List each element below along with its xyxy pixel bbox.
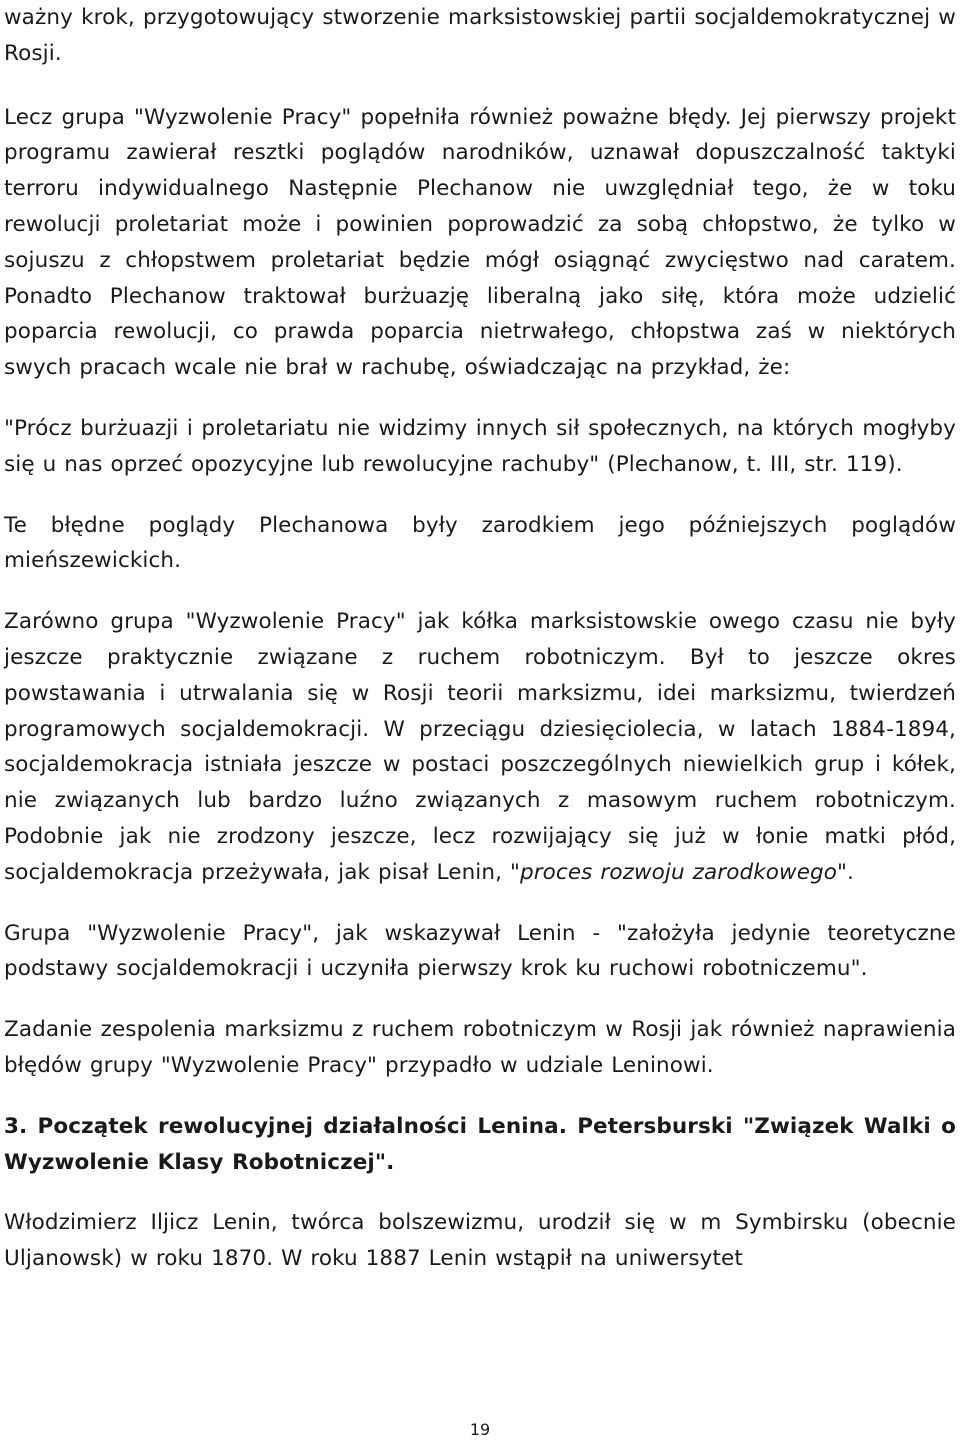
paragraph-quote: "Prócz burżuazji i proletariatu nie widzimy innych sił społecznych, na których mogłyby się u nas oprzeć opozycyjne lub rewolucyjne rachuby" (Plechanow, t. III, str. 119). — [4, 415, 956, 477]
document-page — [4, 0, 956, 1277]
paragraph-continuation: ważny krok, przygotowujący stworzenie marksistowskiej partii socjaldemokratycznej w Rosji. — [4, 5, 956, 66]
paragraph-lenin-bio: Włodzimierz Iljicz Lenin, twórca bolszewizmu, urodził się w m Symbirsku (obecnie Uljanowsk) w roku 1870. W roku 1887 Lenin wstąpił na uniwersytet — [4, 1210, 956, 1272]
paragraph-foundations: Grupa "Wyzwolenie Pracy", jak wskazywał Lenin - "założyła jedynie teoretyczne podstawy socjaldemokracji i uczyniła pierwszy krok ku ruchowi robotniczemu". — [4, 920, 956, 982]
section-heading: 3. Początek rewolucyjnej działalności Lenina. Petersburski "Związek Walki o Wyzwolenie Klasy Robotniczej". — [4, 1113, 956, 1175]
italic-quote: "proces rozwoju zarodkowego" — [509, 859, 848, 885]
paragraph-groups — [4, 604, 956, 890]
paragraph-groups-end: . — [847, 859, 854, 885]
paragraph-task: Zadanie zespolenia marksizmu z ruchem robotniczym w Rosji jak również naprawienia błędów grupy "Wyzwolenie Pracy" przypadło w udziale Leninowi. — [4, 1017, 956, 1078]
paragraph-errors: Lecz grupa "Wyzwolenie Pracy" popełniła również poważne błędy. Jej pierwszy projekt programu zawierał resztki poglądów narodników, uznawał dopuszczalność taktyki terroru indywidualnego Następnie Plechanow nie uwzględniał tego, że w toku rewolucji proletariat może i powinien poprowadzić za sobą chłopstwo, że tylko w sojuszu z chłopstwem proletariat będzie mógł osiągnąć zwycięstwo nad caratem. Ponadto Plechanow traktował burżuazję liberalną jako siłę, która może udzielić poparcia rewolucji, co prawda poparcia nietrwałego, chłopstwa zaś w niektórych swych pracach wcale nie brał w rachubę, oświadczając na przykład, że: — [4, 104, 956, 381]
paragraph-groups-text: Zarówno grupa "Wyzwolenie Pracy" jak kółka marksistowskie owego czasu nie były jeszcze praktycznie związane z ruchem robotniczym. Był to jeszcze okres powstawania i utrwalania się w Rosji teorii marksizmu, idei marksizmu, twierdzeń programowych socjaldemokracji. W przeciągu dziesięciolecia, w latach 1884-1894, socjaldemokracja istniała jeszcze w postaci poszczególnych niewielkich grup i kółek, nie związanych lub bardzo luźno związanych z masowym ruchem robotniczym. Podobnie jak nie zrodzony jeszcze, lecz rozwijający się już w łonie matki płód, socjaldemokracja przeżywała, jak pisał Lenin, — [4, 609, 956, 885]
paragraph-views: Te błędne poglądy Plechanowa były zarodkiem jego późniejszych poglądów mieńszewickich. — [4, 512, 956, 574]
page-number: 19 — [469, 1420, 491, 1439]
